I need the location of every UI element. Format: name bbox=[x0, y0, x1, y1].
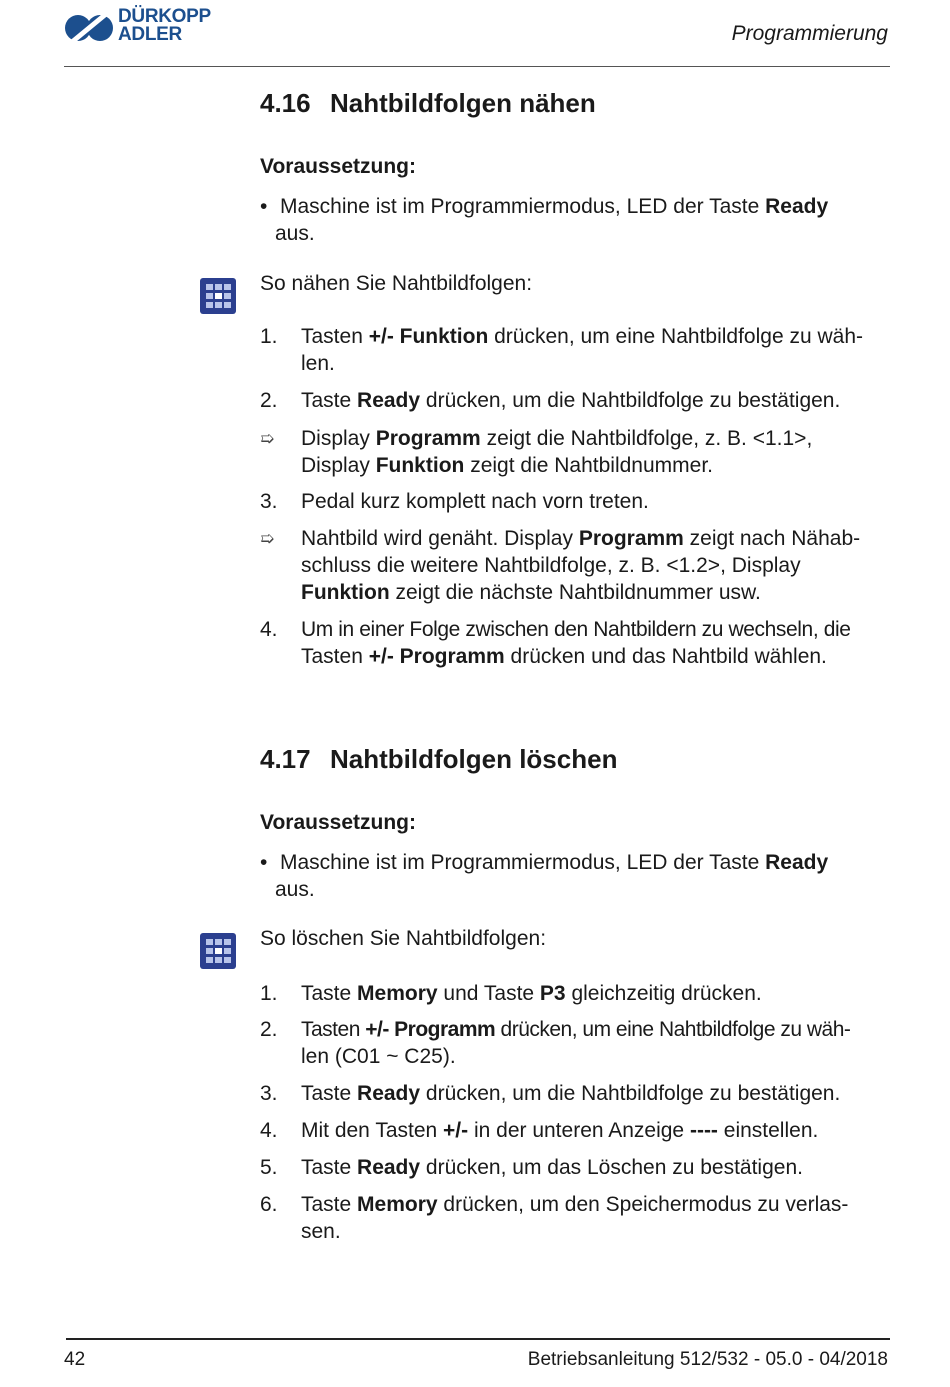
list-item: 1. Taste Memory und Taste P3 gleichzeitig drücken. bbox=[260, 982, 762, 1005]
brand-line-1: DÜRKOPP bbox=[118, 6, 211, 27]
brand-name bbox=[118, 8, 211, 44]
result-item: ➯ Nahtbild wird genäht. Display Programm zeigt nach Nähab- schluss die weitere Nahtbildfolge, z. B. <1.2>, Display Funktion zeigt die nächste Nahtbildnummer usw. bbox=[260, 527, 861, 604]
list-item: 2. Tasten +/- Programm drücken, um eine Nahtbildfolge zu wäh- len (C01 ~ C25). bbox=[260, 1018, 851, 1068]
page-number: 42 bbox=[64, 1349, 86, 1370]
brand-line-2: ADLER bbox=[118, 24, 182, 45]
result-arrow-icon: ➯ bbox=[260, 529, 275, 548]
section-number: 4.16 bbox=[260, 88, 311, 118]
list-item: 5. Taste Ready drücken, um das Löschen zu bestätigen. bbox=[260, 1156, 803, 1179]
operating-panel-icon bbox=[200, 933, 236, 969]
logo-mark-icon bbox=[64, 8, 116, 48]
prereq-item: • Maschine ist im Programmiermodus, LED der Taste Ready aus. bbox=[260, 195, 829, 245]
list-item: 6. Taste Memory drücken, um den Speichermodus zu verlas- sen. bbox=[260, 1193, 849, 1243]
section-title: Nahtbildfolgen löschen bbox=[330, 744, 618, 774]
prereq-heading: Voraussetzung: bbox=[260, 811, 416, 834]
list-item: 4. Mit den Tasten +/- in der unteren Anzeige ---- einstellen. bbox=[260, 1119, 819, 1142]
bullet-dot: • bbox=[260, 851, 268, 874]
result-item: ➯ Display Programm zeigt die Nahtbildfolge, z. B. <1.1>, Display Funktion zeigt die Nahtbildnummer. bbox=[260, 427, 813, 477]
section-title: Nahtbildfolgen nähen bbox=[330, 88, 596, 118]
section-number: 4.17 bbox=[260, 744, 311, 774]
header-divider bbox=[64, 66, 890, 67]
list-item: 2. Taste Ready drücken, um die Nahtbildfolge zu bestätigen. bbox=[260, 389, 841, 412]
list-item: 4. Um in einer Folge zwischen den Nahtbildern zu wechseln, die Tasten +/- Programm drücken und das Nahtbild wählen. bbox=[260, 618, 851, 668]
chapter-title: Programmierung bbox=[731, 22, 888, 45]
document-reference: Betriebsanleitung 512/532 - 05.0 - 04/2018 bbox=[527, 1349, 888, 1370]
list-item: 1. Tasten +/- Funktion drücken, um eine Nahtbildfolge zu wäh- len. bbox=[260, 325, 864, 375]
prereq-heading: Voraussetzung: bbox=[260, 155, 416, 178]
bullet-dot: • bbox=[260, 195, 268, 218]
list-item: 3. Taste Ready drücken, um die Nahtbildfolge zu bestätigen. bbox=[260, 1082, 841, 1105]
section-heading-4-17 bbox=[260, 744, 617, 775]
section-heading-4-16 bbox=[260, 88, 596, 119]
instruction-intro: So nähen Sie Nahtbildfolgen: bbox=[260, 272, 533, 295]
operating-panel-icon bbox=[200, 278, 236, 314]
prereq-item: • Maschine ist im Programmiermodus, LED der Taste Ready aus. bbox=[260, 851, 829, 901]
list-item: 3. Pedal kurz komplett nach vorn treten. bbox=[260, 490, 649, 513]
footer-divider bbox=[66, 1338, 890, 1340]
instruction-intro: So löschen Sie Nahtbildfolgen: bbox=[260, 927, 547, 950]
result-arrow-icon: ➯ bbox=[260, 429, 275, 448]
